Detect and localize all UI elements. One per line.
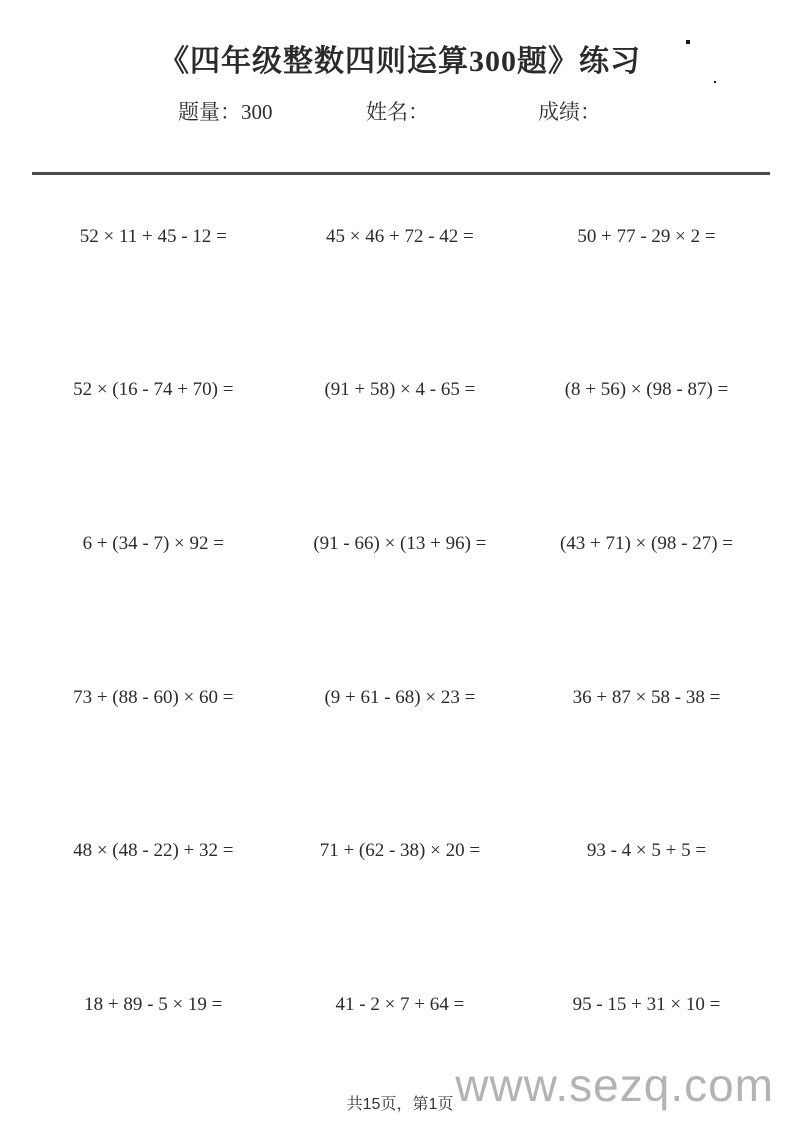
problem-expression: 41 - 2 × 7 + 64 =: [335, 994, 465, 1015]
page-title: 《四年级整数四则运算300题》练习: [159, 45, 641, 78]
problem-expression: (9 + 61 - 68) × 23 =: [324, 687, 476, 708]
problem-expression: 95 - 15 + 31 × 10 =: [572, 994, 721, 1015]
problem-expression: 52 × 11 + 45 - 12 =: [79, 226, 227, 247]
question-count-label: 题量：300: [178, 100, 273, 124]
problem-expression: (91 + 58) × 4 - 65 =: [324, 379, 476, 400]
problem-expression: 45 × 46 + 72 - 42 =: [326, 226, 474, 247]
problem-row: [30, 687, 770, 709]
scan-speck: [714, 81, 716, 83]
problem-expression: 36 + 87 × 58 - 38 =: [572, 687, 721, 708]
problem-row: [30, 226, 770, 248]
watermark-text: www.sezq.com: [455, 1059, 774, 1111]
problem-expression: 50 + 77 - 29 × 2 =: [577, 226, 716, 247]
score-label: 成绩：: [538, 100, 601, 124]
meta-row: [0, 96, 800, 124]
problem-expression: 93 - 4 × 5 + 5 =: [586, 840, 707, 861]
problem-expression: (91 - 66) × (13 + 96) =: [313, 533, 487, 554]
problem-expression: 73 + (88 - 60) × 60 =: [73, 687, 234, 708]
problem-expression: 48 × (48 - 22) + 32 =: [73, 840, 234, 861]
name-label: 姓名：: [366, 100, 429, 124]
scan-speck: [686, 40, 690, 44]
problem-expression: (8 + 56) × (98 - 87) =: [564, 379, 729, 400]
problem-row: [30, 840, 770, 862]
problem-expression: 71 + (62 - 38) × 20 =: [319, 840, 481, 861]
page-number-footer: 共15页，第1页: [346, 1096, 454, 1113]
problem-expression: 18 + 89 - 5 × 19 =: [84, 994, 223, 1015]
problem-row: [30, 533, 770, 555]
header-divider-rule: [32, 172, 770, 175]
problem-row: [30, 994, 770, 1016]
problem-expression: (43 + 71) × (98 - 27) =: [559, 533, 733, 554]
problem-expression: 6 + (34 - 7) × 92 =: [82, 533, 224, 554]
problem-row: [30, 379, 770, 401]
problem-expression: 52 × (16 - 74 + 70) =: [73, 379, 234, 400]
